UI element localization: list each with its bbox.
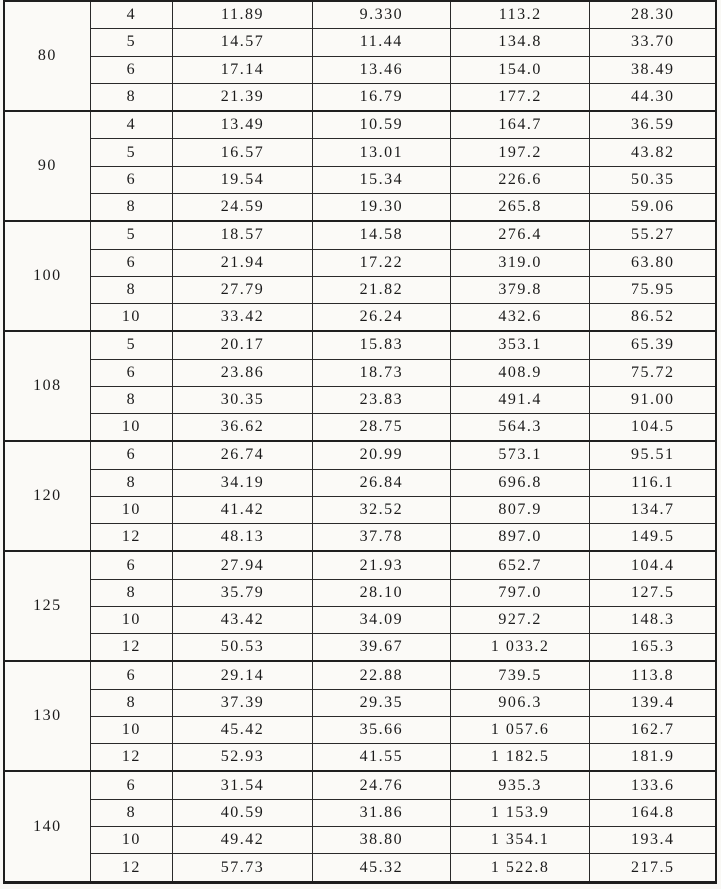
table-row <box>4 221 716 249</box>
data-cell: 24.76 <box>312 771 450 799</box>
data-cell: 897.0 <box>450 523 590 551</box>
data-cell: 33.70 <box>590 29 716 56</box>
table-row <box>4 413 716 441</box>
data-cell: 21.82 <box>312 276 450 303</box>
table-row <box>4 716 716 743</box>
pipe-table-body <box>4 1 716 883</box>
table-row <box>4 139 716 166</box>
data-cell: 13.49 <box>173 111 313 139</box>
group-label-cell: 100 <box>4 221 90 331</box>
data-cell: 6 <box>90 441 173 469</box>
data-cell: 9.330 <box>312 1 450 29</box>
data-cell: 797.0 <box>450 579 590 606</box>
table-row <box>4 689 716 716</box>
data-cell: 50.35 <box>590 166 716 193</box>
data-cell: 104.4 <box>590 551 716 579</box>
data-cell: 154.0 <box>450 56 590 83</box>
data-cell: 16.57 <box>173 139 313 166</box>
table-row <box>4 303 716 331</box>
data-cell: 127.5 <box>590 579 716 606</box>
data-cell: 10 <box>90 303 173 331</box>
data-cell: 12 <box>90 744 173 772</box>
data-cell: 177.2 <box>450 83 590 111</box>
data-cell: 807.9 <box>450 496 590 523</box>
data-cell: 164.8 <box>590 799 716 826</box>
data-cell: 10 <box>90 826 173 853</box>
data-cell: 8 <box>90 386 173 413</box>
data-cell: 10.59 <box>312 111 450 139</box>
table-row <box>4 386 716 413</box>
data-cell: 11.44 <box>312 29 450 56</box>
data-cell: 50.53 <box>173 634 313 662</box>
group-label-cell: 125 <box>4 551 90 661</box>
data-cell: 6 <box>90 56 173 83</box>
data-cell: 8 <box>90 799 173 826</box>
data-cell: 162.7 <box>590 716 716 743</box>
data-cell: 148.3 <box>590 606 716 633</box>
data-cell: 14.58 <box>312 221 450 249</box>
data-cell: 181.9 <box>590 744 716 772</box>
data-cell: 49.42 <box>173 826 313 853</box>
data-cell: 26.24 <box>312 303 450 331</box>
table-row <box>4 359 716 386</box>
data-cell: 197.2 <box>450 139 590 166</box>
data-cell: 17.22 <box>312 249 450 276</box>
table-row <box>4 661 716 689</box>
data-cell: 11.89 <box>173 1 313 29</box>
data-cell: 24.59 <box>173 193 313 221</box>
data-cell: 34.09 <box>312 606 450 633</box>
data-cell: 319.0 <box>450 249 590 276</box>
data-cell: 30.35 <box>173 386 313 413</box>
data-cell: 38.80 <box>312 826 450 853</box>
data-cell: 8 <box>90 193 173 221</box>
data-cell: 34.19 <box>173 469 313 496</box>
table-row <box>4 579 716 606</box>
data-cell: 23.86 <box>173 359 313 386</box>
data-cell: 8 <box>90 469 173 496</box>
data-cell: 13.46 <box>312 56 450 83</box>
data-cell: 276.4 <box>450 221 590 249</box>
data-cell: 116.1 <box>590 469 716 496</box>
data-cell: 63.80 <box>590 249 716 276</box>
data-cell: 10 <box>90 716 173 743</box>
data-cell: 36.59 <box>590 111 716 139</box>
data-cell: 408.9 <box>450 359 590 386</box>
data-cell: 75.95 <box>590 276 716 303</box>
data-cell: 113.8 <box>590 661 716 689</box>
table-row <box>4 276 716 303</box>
data-cell: 43.42 <box>173 606 313 633</box>
data-cell: 739.5 <box>450 661 590 689</box>
data-cell: 21.39 <box>173 83 313 111</box>
data-cell: 6 <box>90 551 173 579</box>
table-row <box>4 193 716 221</box>
data-cell: 1 033.2 <box>450 634 590 662</box>
data-cell: 353.1 <box>450 331 590 359</box>
data-cell: 31.86 <box>312 799 450 826</box>
data-cell: 1 182.5 <box>450 744 590 772</box>
data-cell: 265.8 <box>450 193 590 221</box>
data-cell: 21.93 <box>312 551 450 579</box>
table-row <box>4 166 716 193</box>
data-cell: 8 <box>90 689 173 716</box>
data-cell: 6 <box>90 771 173 799</box>
table-row <box>4 606 716 633</box>
group-label-cell: 80 <box>4 1 90 111</box>
table-row <box>4 331 716 359</box>
data-cell: 29.35 <box>312 689 450 716</box>
data-cell: 28.10 <box>312 579 450 606</box>
data-cell: 1 153.9 <box>450 799 590 826</box>
data-cell: 8 <box>90 579 173 606</box>
data-cell: 12 <box>90 523 173 551</box>
data-cell: 44.30 <box>590 83 716 111</box>
data-cell: 36.62 <box>173 413 313 441</box>
data-cell: 164.7 <box>450 111 590 139</box>
data-cell: 45.32 <box>312 854 450 883</box>
data-cell: 91.00 <box>590 386 716 413</box>
data-cell: 33.42 <box>173 303 313 331</box>
table-row <box>4 441 716 469</box>
data-cell: 95.51 <box>590 441 716 469</box>
data-cell: 17.14 <box>173 56 313 83</box>
data-cell: 16.79 <box>312 83 450 111</box>
table-row <box>4 826 716 853</box>
data-cell: 927.2 <box>450 606 590 633</box>
group-label-cell: 140 <box>4 771 90 882</box>
data-cell: 4 <box>90 111 173 139</box>
data-cell: 20.99 <box>312 441 450 469</box>
data-cell: 75.72 <box>590 359 716 386</box>
data-cell: 21.94 <box>173 249 313 276</box>
pipe-dimensions-table <box>3 0 717 884</box>
data-cell: 19.54 <box>173 166 313 193</box>
data-cell: 57.73 <box>173 854 313 883</box>
data-cell: 35.79 <box>173 579 313 606</box>
data-cell: 31.54 <box>173 771 313 799</box>
table-row <box>4 854 716 883</box>
data-cell: 12 <box>90 854 173 883</box>
data-cell: 217.5 <box>590 854 716 883</box>
data-cell: 15.83 <box>312 331 450 359</box>
data-cell: 193.4 <box>590 826 716 853</box>
data-cell: 22.88 <box>312 661 450 689</box>
data-cell: 652.7 <box>450 551 590 579</box>
data-cell: 18.73 <box>312 359 450 386</box>
data-cell: 6 <box>90 661 173 689</box>
data-cell: 1 354.1 <box>450 826 590 853</box>
data-cell: 20.17 <box>173 331 313 359</box>
data-cell: 41.55 <box>312 744 450 772</box>
data-cell: 14.57 <box>173 29 313 56</box>
table-row <box>4 551 716 579</box>
data-cell: 41.42 <box>173 496 313 523</box>
data-cell: 39.67 <box>312 634 450 662</box>
table-row <box>4 799 716 826</box>
data-cell: 139.4 <box>590 689 716 716</box>
data-cell: 4 <box>90 1 173 29</box>
group-label-cell: 120 <box>4 441 90 551</box>
data-cell: 26.74 <box>173 441 313 469</box>
data-cell: 134.7 <box>590 496 716 523</box>
data-cell: 149.5 <box>590 523 716 551</box>
data-cell: 38.49 <box>590 56 716 83</box>
data-cell: 10 <box>90 606 173 633</box>
data-cell: 134.8 <box>450 29 590 56</box>
data-cell: 1 522.8 <box>450 854 590 883</box>
data-cell: 19.30 <box>312 193 450 221</box>
data-cell: 10 <box>90 413 173 441</box>
data-cell: 226.6 <box>450 166 590 193</box>
data-cell: 43.82 <box>590 139 716 166</box>
data-cell: 35.66 <box>312 716 450 743</box>
data-cell: 8 <box>90 276 173 303</box>
table-row <box>4 249 716 276</box>
table-row <box>4 469 716 496</box>
data-cell: 28.75 <box>312 413 450 441</box>
group-label-cell: 108 <box>4 331 90 441</box>
data-cell: 5 <box>90 139 173 166</box>
table-row <box>4 771 716 799</box>
data-cell: 10 <box>90 496 173 523</box>
data-cell: 27.79 <box>173 276 313 303</box>
group-label-cell: 130 <box>4 661 90 771</box>
data-cell: 104.5 <box>590 413 716 441</box>
data-cell: 23.83 <box>312 386 450 413</box>
data-cell: 6 <box>90 359 173 386</box>
data-cell: 1 057.6 <box>450 716 590 743</box>
data-cell: 6 <box>90 249 173 276</box>
data-cell: 5 <box>90 331 173 359</box>
table-row <box>4 634 716 662</box>
table-row <box>4 1 716 29</box>
data-cell: 40.59 <box>173 799 313 826</box>
data-cell: 113.2 <box>450 1 590 29</box>
data-cell: 45.42 <box>173 716 313 743</box>
data-cell: 13.01 <box>312 139 450 166</box>
data-cell: 696.8 <box>450 469 590 496</box>
data-cell: 52.93 <box>173 744 313 772</box>
group-label-cell: 90 <box>4 111 90 221</box>
table-row <box>4 29 716 56</box>
data-cell: 8 <box>90 83 173 111</box>
data-cell: 573.1 <box>450 441 590 469</box>
data-cell: 18.57 <box>173 221 313 249</box>
data-cell: 48.13 <box>173 523 313 551</box>
data-cell: 55.27 <box>590 221 716 249</box>
data-cell: 906.3 <box>450 689 590 716</box>
data-cell: 27.94 <box>173 551 313 579</box>
data-cell: 133.6 <box>590 771 716 799</box>
data-cell: 28.30 <box>590 1 716 29</box>
data-cell: 165.3 <box>590 634 716 662</box>
table-row <box>4 496 716 523</box>
data-cell: 432.6 <box>450 303 590 331</box>
data-cell: 5 <box>90 29 173 56</box>
table-row <box>4 56 716 83</box>
data-cell: 32.52 <box>312 496 450 523</box>
data-cell: 15.34 <box>312 166 450 193</box>
data-cell: 86.52 <box>590 303 716 331</box>
data-cell: 59.06 <box>590 193 716 221</box>
data-cell: 29.14 <box>173 661 313 689</box>
table-row <box>4 744 716 772</box>
data-cell: 935.3 <box>450 771 590 799</box>
data-cell: 564.3 <box>450 413 590 441</box>
data-cell: 37.39 <box>173 689 313 716</box>
data-cell: 12 <box>90 634 173 662</box>
table-row <box>4 83 716 111</box>
table-row <box>4 523 716 551</box>
data-cell: 26.84 <box>312 469 450 496</box>
data-cell: 379.8 <box>450 276 590 303</box>
data-cell: 37.78 <box>312 523 450 551</box>
data-cell: 491.4 <box>450 386 590 413</box>
table-row <box>4 111 716 139</box>
data-cell: 6 <box>90 166 173 193</box>
data-cell: 65.39 <box>590 331 716 359</box>
data-cell: 5 <box>90 221 173 249</box>
